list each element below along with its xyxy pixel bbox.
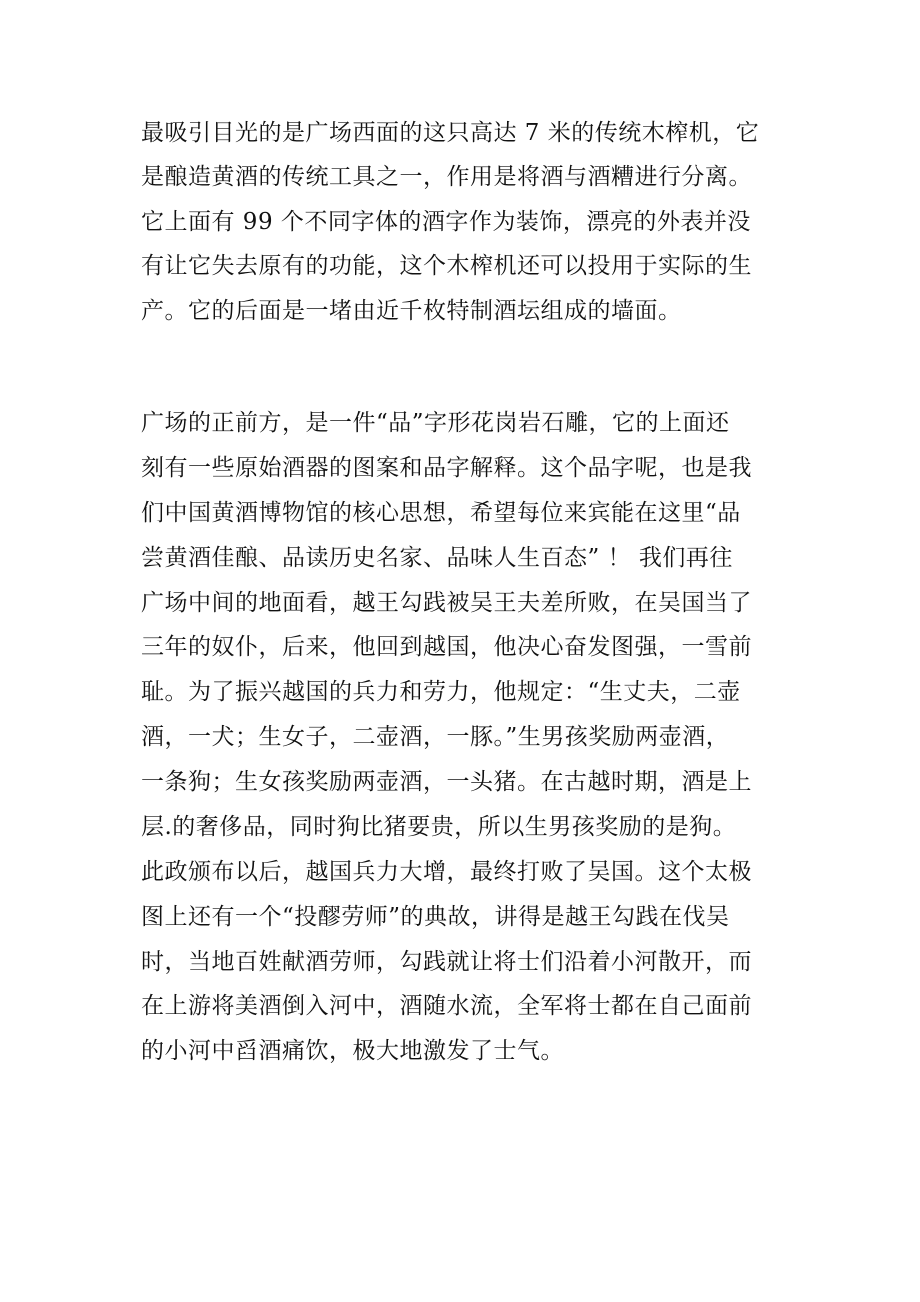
text-line: 尝黄酒佳酿、品读历史名家、品味人生百态” ！ 我们再往 [141, 545, 733, 571]
text-line: 层.的奢侈品，同时狗比猪要贵，所以生男孩奖励的是狗。 [141, 814, 737, 840]
text-line: 广场中间的地面看，越王勾践被吴王夫差所败，在吴国当了 [141, 590, 752, 616]
text-line: 它上面有 99 个不同字体的酒字作为装饰，漂亮的外表并没 [141, 209, 751, 235]
text-line: 刻有一些原始酒器的图案和品字解释。这个品字呢，也是我 [141, 455, 752, 481]
text-line: 广场的正前方，是一件“品”字形花岗岩石雕，它的上面还 [141, 410, 730, 436]
text-line: 有让它失去原有的功能，这个木榨机还可以投用于实际的生 [141, 253, 752, 279]
text-line: 酒，一犬；生女子，二壶酒，一豚。”生男孩奖励两壶酒， [141, 724, 730, 750]
text-line: 最吸引目光的是广场西面的这只高达 7 米的传统木榨机，它 [141, 120, 760, 146]
text-line: 在上游将美酒倒入河中，酒随水流，全军将士都在自己面前 [141, 993, 752, 1019]
text-line: 的小河中舀酒痛饮，极大地激发了士气。 [141, 1038, 564, 1064]
text-line: 们中国黄酒博物馆的核心思想，希望每位来宾能在这里“品 [141, 500, 741, 526]
text-line: 是酿造黄酒的传统工具之一，作用是将酒与酒糟进行分离。 [141, 164, 752, 190]
text-line: 图上还有一个“投醪劳师”的典故，讲得是越王勾践在伐吴 [141, 904, 730, 930]
text-line: 时，当地百姓献酒劳师，勾践就让将士们沿着小河散开，而 [141, 949, 752, 975]
text-line: 此政颁布以后，越国兵力大增，最终打败了吴国。这个太极 [141, 859, 752, 885]
text-line: 产。它的后面是一堵由近千枚特制酒坛组成的墙面。 [141, 298, 682, 324]
text-line: 三年的奴仆，后来，他回到越国，他决心奋发图强，一雪前 [141, 634, 752, 660]
text-line: 一条狗；生女孩奖励两壶酒，一头猪。在古越时期，酒是上 [141, 769, 752, 795]
text-line: 耻。为了振兴越国的兵力和劳力，他规定：“生丈夫，二壶 [141, 679, 741, 705]
